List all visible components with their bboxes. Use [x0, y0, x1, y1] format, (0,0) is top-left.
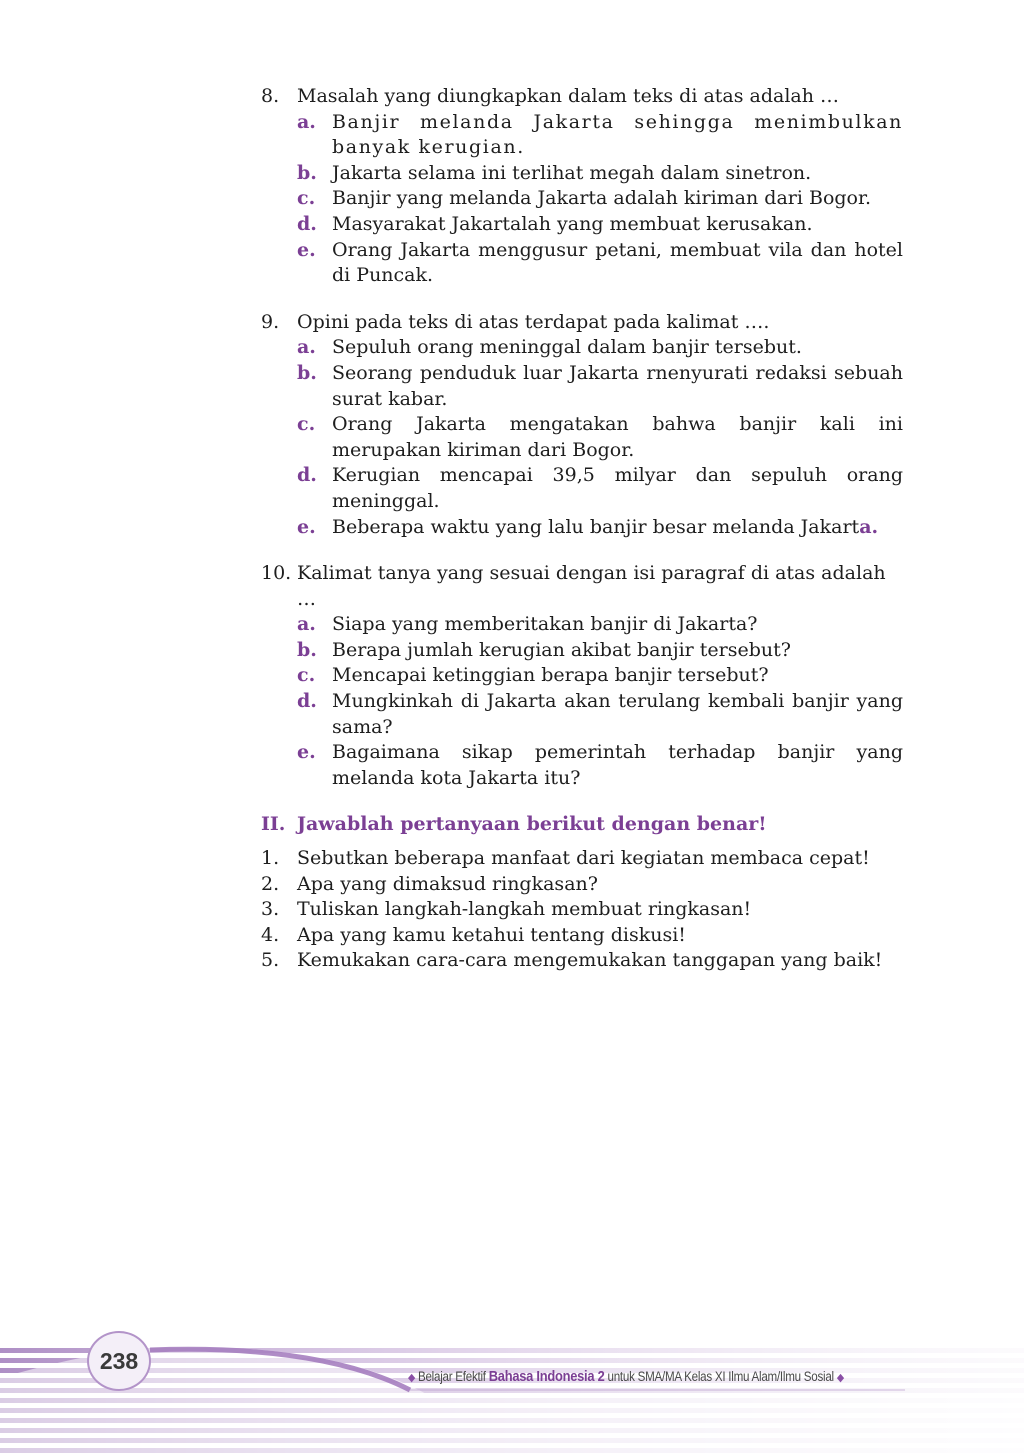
- option-text: Seorang penduduk luar Jakarta rnenyurati redaksi sebuah surat kabar.: [332, 361, 903, 410]
- option-item: [261, 361, 903, 412]
- option-letter: d.: [297, 212, 317, 235]
- question-number: 2.: [261, 872, 280, 895]
- option-text: Bagaimana sikap pemerintah terhadap banjir yang melanda kota Jakarta itu?: [332, 741, 903, 789]
- option-item: [261, 212, 903, 238]
- option-letter: e.: [297, 741, 316, 764]
- footer-decoration: [0, 1318, 1024, 1455]
- question-text: Kemukakan cara-cara mengemukakan tanggapan yang baik!: [297, 949, 883, 972]
- section-heading: [261, 812, 903, 838]
- option-text: Masyarakat Jakartalah yang membuat kerusakan.: [332, 212, 813, 235]
- option-text: Kerugian mencapai 39,5 milyar dan sepuluh orang meninggal.: [332, 464, 903, 512]
- diamond-icon: ◆: [836, 1372, 844, 1384]
- question-9: [261, 310, 903, 540]
- page-content: [261, 84, 903, 974]
- option-text: [332, 515, 903, 541]
- footer-caption: [408, 1368, 844, 1385]
- option-item: [261, 412, 903, 463]
- question-number: 5.: [261, 949, 280, 972]
- option-list: [261, 612, 903, 791]
- page-footer: [0, 1318, 1024, 1455]
- option-letter: b.: [297, 361, 317, 384]
- option-text: Siapa yang memberitakan banjir di Jakarta?: [332, 613, 758, 636]
- question-10: [261, 561, 903, 791]
- option-text-main: Beberapa waktu yang lalu banjir besar melanda Jakart: [332, 515, 860, 538]
- option-item: [261, 161, 903, 187]
- option-text: Mungkinkah di Jakarta akan terulang kembali banjir yang sama?: [332, 690, 903, 738]
- option-letter: a.: [297, 336, 316, 359]
- option-letter: c.: [297, 413, 316, 436]
- option-item: [261, 110, 903, 161]
- question-number: 10.: [261, 562, 292, 585]
- question-text: Apa yang dimaksud ringkasan?: [297, 872, 598, 895]
- option-item: [261, 689, 903, 740]
- option-letter: b.: [297, 161, 317, 184]
- footer-suffix: untuk SMA/MA Kelas XI Ilmu Alam/Ilmu Sosial: [607, 1369, 834, 1384]
- option-list: [261, 110, 903, 289]
- question-number: 3.: [261, 898, 280, 921]
- option-letter: e.: [297, 515, 316, 538]
- section-title: Jawablah pertanyaan berikut dengan benar!: [297, 813, 767, 836]
- option-item: [261, 335, 903, 361]
- question-number: 8.: [261, 85, 280, 107]
- option-item: [261, 186, 903, 212]
- option-letter: b.: [297, 638, 317, 661]
- essay-question: [261, 846, 903, 872]
- option-item: [261, 515, 903, 541]
- option-text-accent: a.: [859, 515, 879, 538]
- diamond-icon: ◆: [408, 1372, 416, 1384]
- option-letter: c.: [297, 664, 316, 687]
- option-text: Banjir melanda Jakarta sehingga menimbulkan banyak kerugian.: [332, 110, 903, 159]
- option-letter: c.: [297, 187, 316, 210]
- page-number-badge: 238: [87, 1331, 151, 1391]
- question-text: Tuliskan langkah-langkah membuat ringkasan!: [297, 898, 752, 921]
- option-item: [261, 740, 903, 791]
- option-item: [261, 663, 903, 689]
- option-letter: d.: [297, 690, 317, 713]
- question-number: 1.: [261, 847, 280, 870]
- section-number: II.: [261, 813, 286, 836]
- option-item: [261, 238, 903, 289]
- option-letter: a.: [297, 613, 316, 636]
- essay-question: [261, 872, 903, 898]
- essay-question: [261, 948, 903, 974]
- option-item: [261, 638, 903, 664]
- option-text: Jakarta selama ini terlihat megah dalam sinetron.: [332, 161, 812, 184]
- essay-question-list: [261, 846, 903, 974]
- question-text: Opini pada teks di atas terdapat pada kalimat ….: [297, 310, 770, 333]
- footer-prefix: Belajar Efektif: [417, 1369, 486, 1384]
- option-text: Orang Jakarta menggusur petani, membuat vila dan hotel di Puncak.: [332, 238, 903, 287]
- essay-question: [261, 923, 903, 949]
- option-text: Orang Jakarta mengatakan bahwa banjir kali ini merupakan kiriman dari Bogor.: [332, 413, 903, 461]
- question-text: Apa yang kamu ketahui tentang diskusi!: [297, 923, 686, 946]
- option-text: Sepuluh orang meninggal dalam banjir tersebut.: [332, 336, 802, 359]
- option-text: Berapa jumlah kerugian akibat banjir tersebut?: [332, 638, 791, 661]
- question-number: 9.: [261, 310, 280, 333]
- option-text: Banjir yang melanda Jakarta adalah kiriman dari Bogor.: [332, 187, 872, 210]
- question-8: [261, 84, 903, 289]
- essay-question: [261, 897, 903, 923]
- question-text: Masalah yang diungkapkan dalam teks di atas adalah …: [297, 85, 840, 107]
- option-item: [261, 612, 903, 638]
- question-number: 4.: [261, 923, 280, 946]
- option-text: Mencapai ketinggian berapa banjir tersebut?: [332, 664, 769, 687]
- option-letter: a.: [297, 110, 316, 133]
- footer-book-title: Bahasa Indonesia 2: [488, 1368, 605, 1385]
- option-item: [261, 463, 903, 514]
- question-text: Kalimat tanya yang sesuai dengan isi paragraf di atas adalah …: [297, 562, 886, 610]
- question-text: Sebutkan beberapa manfaat dari kegiatan membaca cepat!: [297, 847, 870, 870]
- option-list: [261, 335, 903, 540]
- option-letter: e.: [297, 238, 316, 261]
- option-letter: d.: [297, 464, 317, 487]
